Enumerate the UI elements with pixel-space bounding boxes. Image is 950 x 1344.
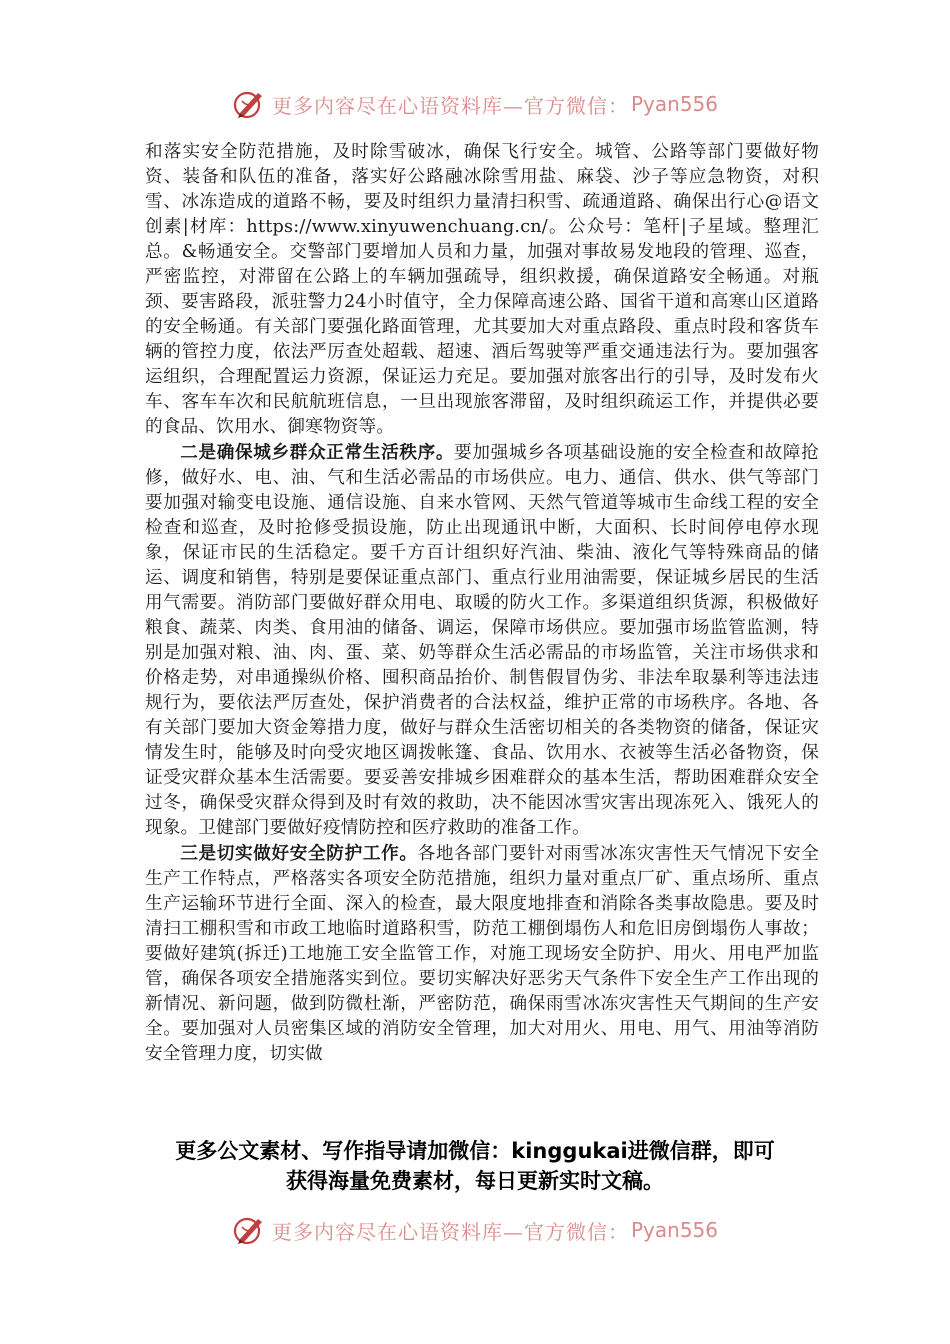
- paragraph-3: [145, 841, 819, 1067]
- pen-logo-icon: [232, 1213, 266, 1247]
- promo-line-2: 获得海量免费素材，每日更新实时文稿。: [286, 1169, 664, 1193]
- promo-notice: [130, 1136, 820, 1196]
- paragraph-1: [145, 140, 819, 440]
- paragraph-2-heading: 二是确保城乡群众正常生活秩序。: [180, 442, 455, 463]
- footer-banner-wechat: Pyan556: [630, 1218, 718, 1242]
- header-banner-text: 更多内容尽在心语资料库—官方微信：: [271, 93, 629, 118]
- paragraph-1-text: 和落实安全防范措施，及时除雪破冰，确保飞行安全。城管、公路等部门要做好物资、装备和队伍的准备，落实好公路融冰除雪用盐、麻袋、沙子等应急物资，对积雪、冰冻造成的道路不畅，要及时组织力量清扫积雪、疏通道路、确保出行心@语文创素|材库：https://www.xinyuwenchuang.cn/。公众号：笔杆|子星域。整理汇总。&畅通安全。交警部门要增加人员和力量，加强对事故易发地段的管理、巡查，严密监控，对滞留在公路上的车辆加强疏导，组织救援，确保道路安全畅通。对瓶颈、要害路段，派驻警力24小时值守，全力保障高速公路、国省干道和高寒山区道路的安全畅通。有关部门要强化路面管理，尤其要加大对重点路段、重点时段和客货车辆的管控力度，依法严厉查处超载、超速、酒后驾驶等严重交通违法行为。要加强客运组织，合理配置运力资源，保证运力充足。要加强对旅客出行的引导，及时发布火车、客车车次和民航航班信息，一旦出现旅客滞留，及时组织疏运工作，并提供必要的食品、饮用水、御寒物资等。: [145, 142, 819, 437]
- pen-logo-icon: [232, 87, 266, 121]
- document-body: [145, 140, 819, 1067]
- paragraph-2: [145, 440, 819, 841]
- footer-banner-text: 更多内容尽在心语资料库—官方微信：: [271, 1219, 629, 1244]
- header-banner-wechat: Pyan556: [630, 92, 718, 116]
- paragraph-2-text: 要加强城乡各项基础设施的安全检查和故障抢修，做好水、电、油、气和生活必需品的市场供应。电力、通信、供水、供气等部门要加强对输变电设施、通信设施、自来水管网、天然气管道等城市生命线工程的安全检查和巡查，及时抢修受损设施，防止出现通讯中断，大面积、长时间停电停水现象，保证市民的生活稳定。要千方百计组织好汽油、柴油、液化气等特殊商品的储运、调度和销售，特别是要保证重点部门、重点行业用油需要，保证城乡居民的生活用气需要。消防部门要做好群众用电、取暖的防火工作。多渠道组织货源，积极做好粮食、蔬菜、肉类、食用油的储备、调运，保障市场供应。要加强市场监管监测，特别是加强对粮、油、肉、蛋、菜、奶等群众生活必需品的市场监管，关注市场供求和价格走势，对串通操纵价格、囤积商品抬价、制售假冒伪劣、非法牟取暴利等违法违规行为，要依法严厉查处，保护消费者的合法权益，维护正常的市场秩序。各地、各有关部门要加大资金筹措力度，做好与群众生活密切相关的各类物资的储备，保证灾情发生时，能够及时向受灾地区调拨帐篷、食品、饮用水、衣被等生活必备物资，保证受灾群众基本生活需要。要妥善安排城乡困难群众的基本生活，帮助困难群众安全过冬，确保受灾群众得到及时有效的救助，决不能因冰雪灾害出现冻死入、饿死人的现象。卫健部门要做好疫情防控和医疗救助的准备工作。: [145, 443, 819, 838]
- footer-banner: [0, 1210, 950, 1250]
- header-banner: [0, 84, 950, 124]
- paragraph-3-text: 各地各部门要针对雨雪冰冻灾害性天气情况下安全生产工作特点，严格落实各项安全防范措施，组织力量对重点厂矿、重点场所、重点生产运输环节进行全面、深入的检查，最大限度地排查和消除各类事故隐患。要及时清扫工棚积雪和市政工地临时道路积雪，防范工棚倒塌伤人和危旧房倒塌伤人事故；要做好建筑(拆迁)工地施工安全监管工作，对施工现场安全防护、用火、用电严加监管，确保各项安全措施落实到位。要切实解决好恶劣天气条件下安全生产工作出现的新情况、新问题，做到防微杜渐，严密防范，确保雨雪冰冻灾害性天气期间的生产安全。要加强对人员密集区域的消防安全管理，加大对用火、用电、用气、用油等消防安全管理力度，切实做: [145, 844, 819, 1064]
- promo-line-1: 更多公文素材、写作指导请加微信：kinggukai进微信群，即可: [175, 1139, 775, 1163]
- paragraph-3-heading: 三是切实做好安全防护工作。: [180, 843, 418, 864]
